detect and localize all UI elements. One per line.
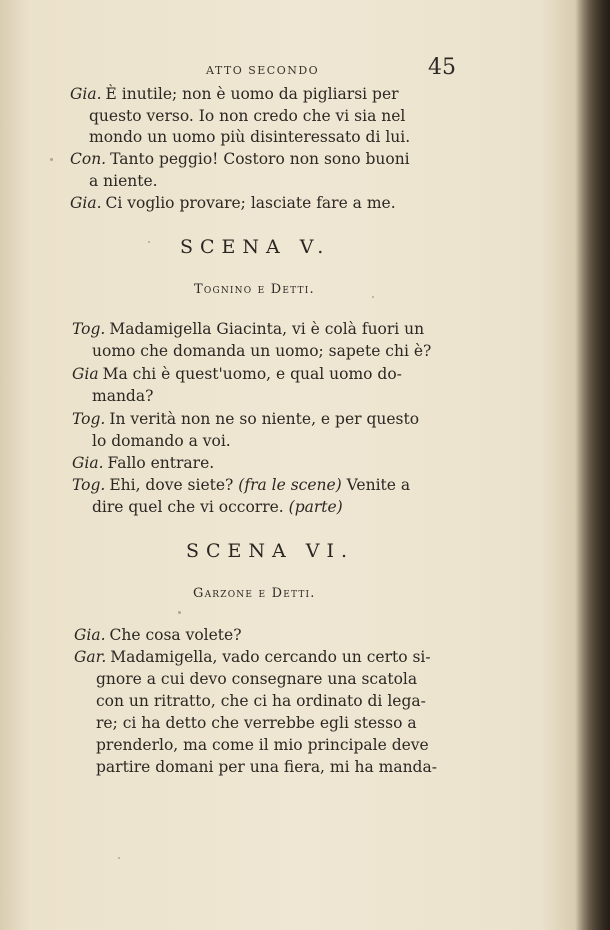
- dialogue-line: [70, 149, 410, 169]
- scene-heading: SCENA VI.: [186, 540, 355, 562]
- running-head: ATTO SECONDO: [206, 64, 320, 77]
- paper-speck: [178, 611, 181, 614]
- dialogue-line: [72, 364, 402, 384]
- paper-speck: [372, 296, 374, 298]
- line-text: Madamigella, vado cercando un certo si-: [110, 648, 431, 666]
- speaker-label: Gia.: [72, 454, 104, 472]
- line-text: Tanto peggio! Costoro non sono buoni: [110, 150, 410, 168]
- dialogue-line: [74, 625, 242, 645]
- line-text: partire domani per una fiera, mi ha manda-: [96, 758, 437, 776]
- line-text: È inutile; non è uomo da pigliarsi per: [105, 85, 399, 103]
- speaker-label: Gia: [72, 365, 99, 383]
- dialogue-line: [70, 193, 396, 213]
- scene-characters: Tognino e Detti.: [194, 282, 315, 297]
- paper-speck: [50, 158, 53, 161]
- line-text: Ci voglio provare; lasciate fare a me.: [105, 194, 396, 212]
- line-text: Fallo entrare.: [107, 454, 215, 472]
- dialogue-line: [96, 669, 417, 689]
- dialogue-line: [70, 84, 399, 104]
- paper-speck: [118, 857, 120, 859]
- dialogue-line: [89, 171, 158, 191]
- dialogue-line: [89, 127, 410, 147]
- dialogue-line: [92, 341, 431, 361]
- line-text: manda?: [92, 387, 154, 405]
- scene-heading: SCENA V.: [180, 236, 331, 258]
- dialogue-line: [92, 431, 231, 451]
- dialogue-line: [96, 757, 437, 777]
- dialogue-line: [72, 453, 214, 473]
- line-text: a niente.: [89, 172, 158, 190]
- dialogue-line: [96, 691, 426, 711]
- line-text: Ma chi è quest'uomo, e qual uomo do-: [102, 365, 402, 383]
- line-text: re; ci ha detto che verrebbe egli stesso a: [96, 714, 417, 732]
- stage-direction: (parte): [288, 498, 343, 516]
- dialogue-line: [92, 386, 153, 406]
- speaker-label: Gar.: [74, 648, 107, 666]
- dialogue-line: [72, 475, 410, 495]
- dialogue-line: [96, 713, 417, 733]
- line-text: mondo un uomo più disinteressato di lui.: [89, 128, 411, 146]
- dialogue-line: [89, 106, 405, 126]
- dialogue-line: [72, 409, 419, 429]
- dialogue-line: [72, 319, 424, 339]
- speaker-label: Gia.: [70, 85, 102, 103]
- line-text: questo verso. Io non credo che vi sia nel: [89, 107, 406, 125]
- line-text: Madamigella Giacinta, vi è colà fuori un: [109, 320, 425, 338]
- line-text: Ehi, dove siete?: [109, 476, 234, 494]
- speaker-label: Tog.: [72, 320, 106, 338]
- dialogue-line: [74, 647, 431, 667]
- scene-characters: Garzone e Detti.: [193, 586, 316, 601]
- line-text: lo domando a voi.: [92, 432, 231, 450]
- line-text: con un ritratto, che ci ha ordinato di lega-: [96, 692, 426, 710]
- speaker-label: Tog.: [72, 410, 106, 428]
- line-text: prenderlo, ma come il mio principale deve: [96, 736, 429, 754]
- line-text: Venite a: [346, 476, 411, 494]
- line-text: In verità non ne so niente, e per questo: [109, 410, 420, 428]
- dialogue-line: [96, 735, 429, 755]
- speaker-label: Tog.: [72, 476, 106, 494]
- paper-speck: [148, 241, 150, 243]
- stage-direction: (fra le scene): [238, 476, 342, 494]
- dialogue-line: [92, 497, 343, 517]
- speaker-label: Con.: [70, 150, 107, 168]
- speaker-label: Gia.: [74, 626, 106, 644]
- line-text: Che cosa volete?: [109, 626, 242, 644]
- page-number: 45: [428, 55, 456, 80]
- speaker-label: Gia.: [70, 194, 102, 212]
- line-text: gnore a cui devo consegnare una scatola: [96, 670, 418, 688]
- line-text: uomo che domanda un uomo; sapete chi è?: [92, 342, 432, 360]
- line-text: dire quel che vi occorre.: [92, 498, 284, 516]
